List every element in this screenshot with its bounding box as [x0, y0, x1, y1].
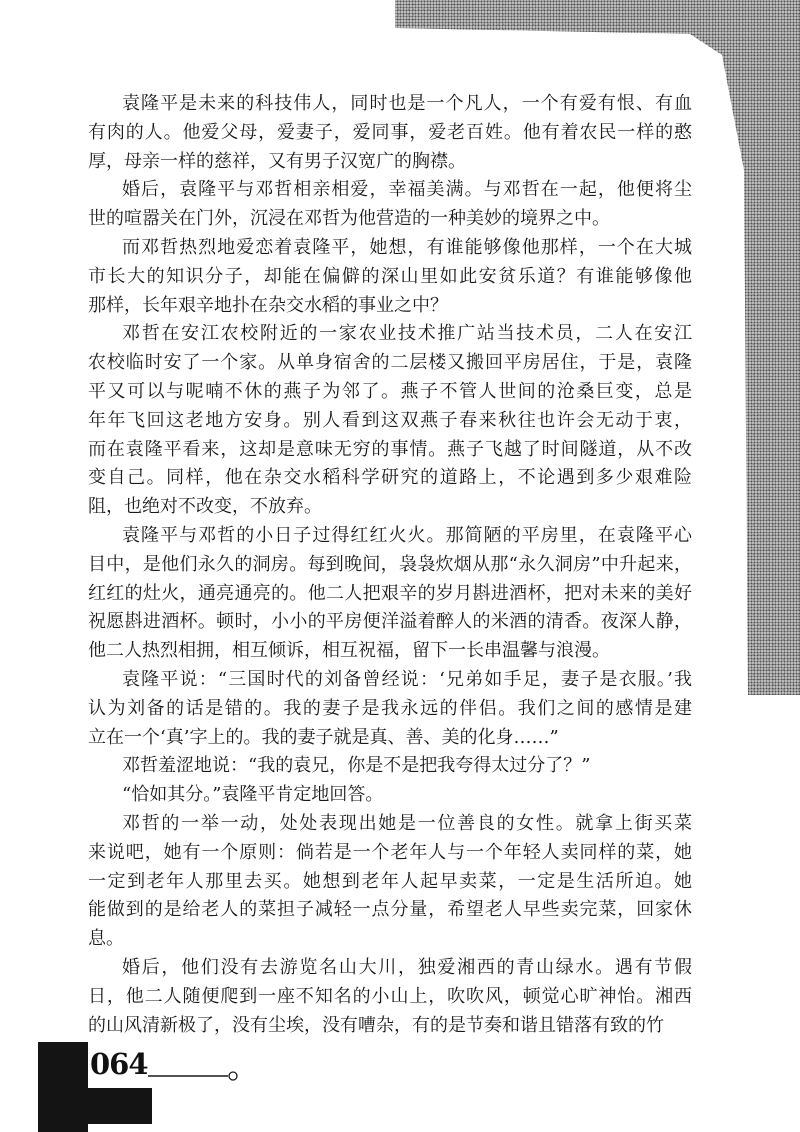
text-line: 红红的灶火，通亮通亮的。他二人把艰辛的岁月斟进酒杯，把对未来的美好: [88, 582, 692, 604]
paragraph: [88, 781, 692, 810]
rule-end-circle: [229, 1072, 237, 1080]
text-line: 厚，母亲一样的慈祥，又有男子汉宽广的胸襟。: [88, 150, 466, 172]
text-line: 农校临时安了一个家。从单身宿舍的二层楼又搬回平房居住，于是，袁隆: [88, 352, 692, 374]
page-number: 064: [90, 1047, 148, 1081]
page-number-rule: [140, 1066, 250, 1086]
paragraph: [88, 522, 692, 666]
text-line: 而在袁隆平看来，这却是意味无穷的事情。燕子飞越了时间隧道，从不改: [88, 438, 692, 460]
body-text: [88, 90, 692, 1040]
text-line: 立在一个‘真’字上的。我的妻子就是真、善、美的化身……”: [88, 726, 559, 748]
text-line: 能做到的是给老人的菜担子减轻一点分量，希望老人早些卖完菜，回家休: [88, 899, 692, 921]
text-line: 市长大的知识分子，却能在偏僻的深山里如此安贫乐道？有谁能够像他: [88, 265, 692, 287]
text-line: 认为刘备的话是错的。我的妻子是我永远的伴侣。我们之间的感情是建: [88, 697, 692, 719]
text-line: 有肉的人。他爱父母，爱妻子，爱同事，爱老百姓。他有着农民一样的憨: [88, 121, 692, 143]
text-line: 婚后，他们没有去游览名山大川，独爱湘西的青山绿水。遇有节假: [122, 956, 692, 978]
text-line: 阻，也绝对不改变，不放弃。: [88, 496, 322, 518]
text-line: 婚后，袁隆平与邓哲相亲相爱，幸福美满。与邓哲在一起，他便将尘: [122, 179, 692, 201]
text-line: 年年飞回这老地方安身。别人看到这双燕子春来秋往也许会无动于衷，: [88, 409, 692, 431]
text-line: “恰如其分。”袁隆平肯定地回答。: [122, 784, 384, 806]
text-line: 而邓哲热烈地爱恋着袁隆平，她想，有谁能够像他那样，一个在大城: [122, 236, 692, 258]
text-line: 邓哲的一举一动，处处表现出她是一位善良的女性。就拿上街买菜: [122, 812, 692, 834]
text-line: 平又可以与呢喃不休的燕子为邻了。燕子不管人世间的沧桑巨变，总是: [88, 380, 692, 402]
text-line: 那样，长年艰辛地扑在杂交水稻的事业之中？: [88, 294, 448, 316]
text-line: 目中，是他们永久的洞房。每到晚间，袅袅炊烟从那“永久洞房”中升起来，: [88, 553, 692, 575]
text-line: 息。: [88, 928, 124, 950]
paragraph: [88, 954, 692, 1040]
text-line: 变自己。同样，他在杂交水稻科学研究的道路上，不论遇到多少艰难险: [88, 467, 692, 489]
text-line: 的山风清新极了，没有尘埃，没有嘈杂，有的是节奏和谐且错落有致的竹: [88, 1014, 664, 1036]
text-line: 世的喧嚣关在门外，沉浸在邓哲为他营造的一种美妙的境界之中。: [88, 208, 610, 230]
paragraph: [88, 90, 692, 176]
text-line: 日，他二人随便爬到一座不知名的小山上，吹吹风，顿觉心旷神怡。湘西: [88, 985, 692, 1007]
text-line: 袁隆平是未来的科技伟人，同时也是一个凡人，一个有爱有恨、有血: [122, 93, 692, 114]
text-line: 袁隆平说：“三国时代的刘备曾经说：‘兄弟如手足，妻子是衣服。’我: [122, 668, 692, 690]
paragraph: [88, 666, 692, 752]
paragraph: [88, 810, 692, 954]
page-number-bar: [86, 1088, 152, 1124]
text-line: 邓哲在安江农校附近的一家农业技术推广站当技术员，二人在安江: [122, 323, 692, 345]
text-line: 他二人热烈相拥，相互倾诉，相互祝福，留下一长串温馨与浪漫。: [88, 640, 610, 662]
text-line: 袁隆平与邓哲的小日子过得红红火火。那简陋的平房里，在袁隆平心: [122, 524, 692, 546]
text-line: 来说吧，她有一个原则：倘若是一个老年人与一个年轻人卖同样的菜，她: [88, 841, 692, 863]
text-line: 邓哲羞涩地说：“我的袁兄，你是不是把我夸得太过分了？”: [122, 755, 591, 777]
paragraph: [88, 320, 692, 522]
paragraph: [88, 752, 692, 781]
text-line: 一定到老年人那里去买。她想到老年人起早卖菜，一定是生活所迫。她: [88, 870, 692, 892]
paragraph: [88, 176, 692, 234]
text-line: 祝愿斟进酒杯。顿时，小小的平房便洋溢着醉人的米酒的清香。夜深人静，: [88, 611, 692, 633]
corner-block: [38, 1042, 88, 1132]
paragraph: [88, 234, 692, 320]
